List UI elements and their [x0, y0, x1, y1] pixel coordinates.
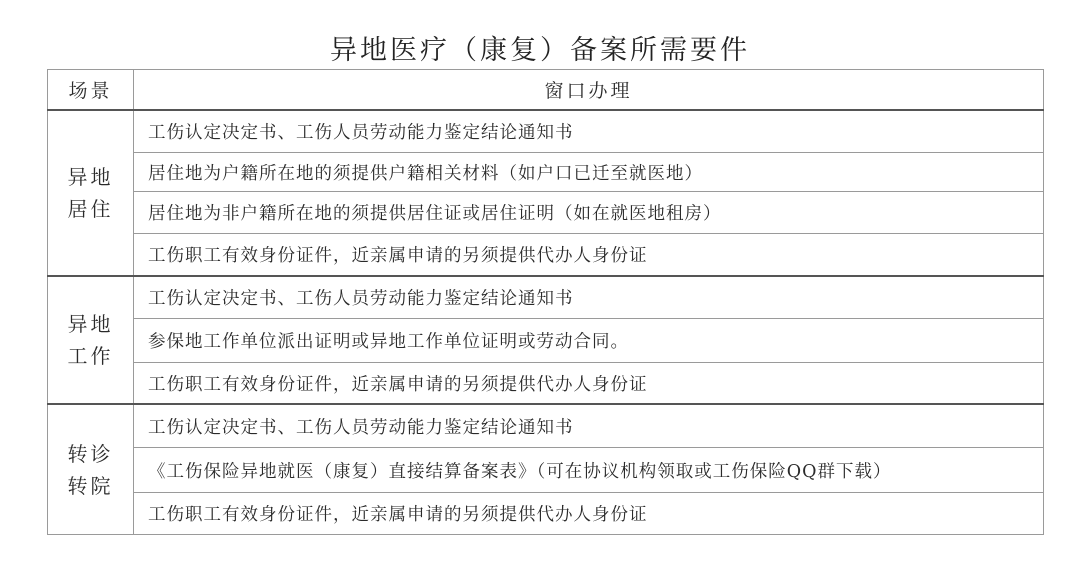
scene-label-line1: 异地	[67, 312, 114, 336]
scene-cell-remote-residence	[48, 110, 134, 276]
requirement-cell: 工伤认定决定书、工伤人员劳动能力鉴定结论通知书	[134, 110, 1044, 153]
requirement-cell: 居住地为户籍所在地的须提供户籍相关材料（如户口已迁至就医地）	[134, 153, 1044, 192]
header-window: 窗口办理	[134, 70, 1044, 111]
table-row	[48, 234, 1044, 277]
header-scene: 场景	[48, 70, 134, 111]
requirement-cell: 《工伤保险异地就医（康复）直接结算备案表》（可在协议机构领取或工伤保险QQ群下载）	[134, 448, 1044, 493]
scene-label-line2: 转院	[67, 473, 114, 498]
table-header-row	[48, 70, 1044, 111]
table-row	[48, 276, 1044, 319]
requirement-cell: 居住地为非户籍所在地的须提供居住证或居住证明（如在就医地租房）	[134, 192, 1044, 234]
scene-cell-referral-transfer	[48, 404, 134, 535]
table-row	[48, 448, 1044, 493]
scene-label-line2: 工作	[67, 344, 114, 368]
requirement-cell: 工伤职工有效身份证件，近亲属申请的另须提供代办人身份证	[134, 363, 1044, 405]
table-row	[48, 319, 1044, 363]
scene-label-line1: 异地	[67, 165, 114, 189]
requirement-cell: 工伤职工有效身份证件，近亲属申请的另须提供代办人身份证	[134, 493, 1044, 535]
table-row	[48, 493, 1044, 535]
requirement-cell: 工伤职工有效身份证件，近亲属申请的另须提供代办人身份证	[134, 234, 1044, 277]
scene-label-line1: 转诊	[67, 441, 114, 466]
table-row	[48, 110, 1044, 153]
requirement-cell: 参保地工作单位派出证明或异地工作单位证明或劳动合同。	[134, 319, 1044, 363]
page-title: 异地医疗（康复）备案所需要件	[330, 35, 750, 66]
scene-label-line2: 居住	[67, 197, 114, 221]
requirement-cell: 工伤认定决定书、工伤人员劳动能力鉴定结论通知书	[134, 276, 1044, 319]
scene-cell-remote-work	[48, 276, 134, 404]
requirement-cell: 工伤认定决定书、工伤人员劳动能力鉴定结论通知书	[134, 404, 1044, 448]
requirements-table	[47, 69, 1044, 535]
table-row	[48, 192, 1044, 234]
table-row	[48, 363, 1044, 405]
table-row	[48, 404, 1044, 448]
table-row	[48, 153, 1044, 192]
